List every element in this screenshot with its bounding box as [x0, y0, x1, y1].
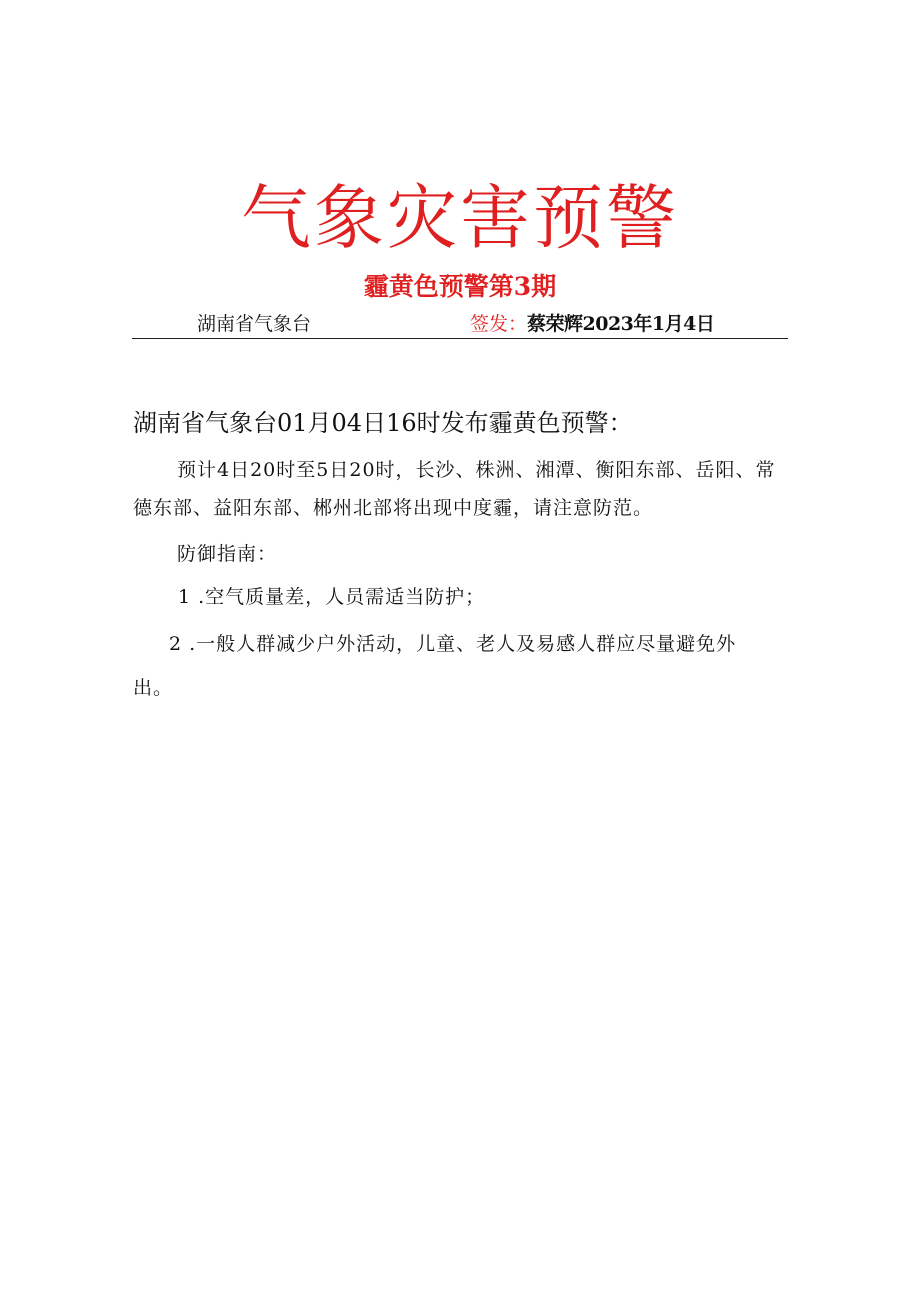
issuer-name: 湖南省气象台: [197, 313, 312, 335]
meta-row: [132, 310, 788, 340]
header-divider: [132, 338, 788, 339]
guide-item: 2 .一般人群减少户外活动，儿童、老人及易感人群应尽量避免外出。: [133, 633, 737, 699]
forecast-paragraph: 预计4日20时至5日20时，长沙、株洲、湘潭、衡阳东部、岳阳、常德东部、益阳东部、郴州北部将出现中度霾，请注意防范。: [133, 459, 776, 519]
guide-item: 1 .空气质量差，人员需适当防护；: [178, 586, 486, 608]
signer-and-date: 蔡荣辉2023年1月4日: [527, 313, 715, 335]
warning-headline: 湖南省气象台01月04日16时发布霾黄色预警：: [133, 409, 633, 437]
sign-label: 签发：: [470, 313, 528, 335]
signature-block: [470, 310, 714, 338]
sub-title: 霾黄色预警第3期: [363, 272, 557, 301]
main-title: 气象灾害预警: [241, 177, 679, 259]
guide-title: 防御指南：: [177, 543, 278, 565]
